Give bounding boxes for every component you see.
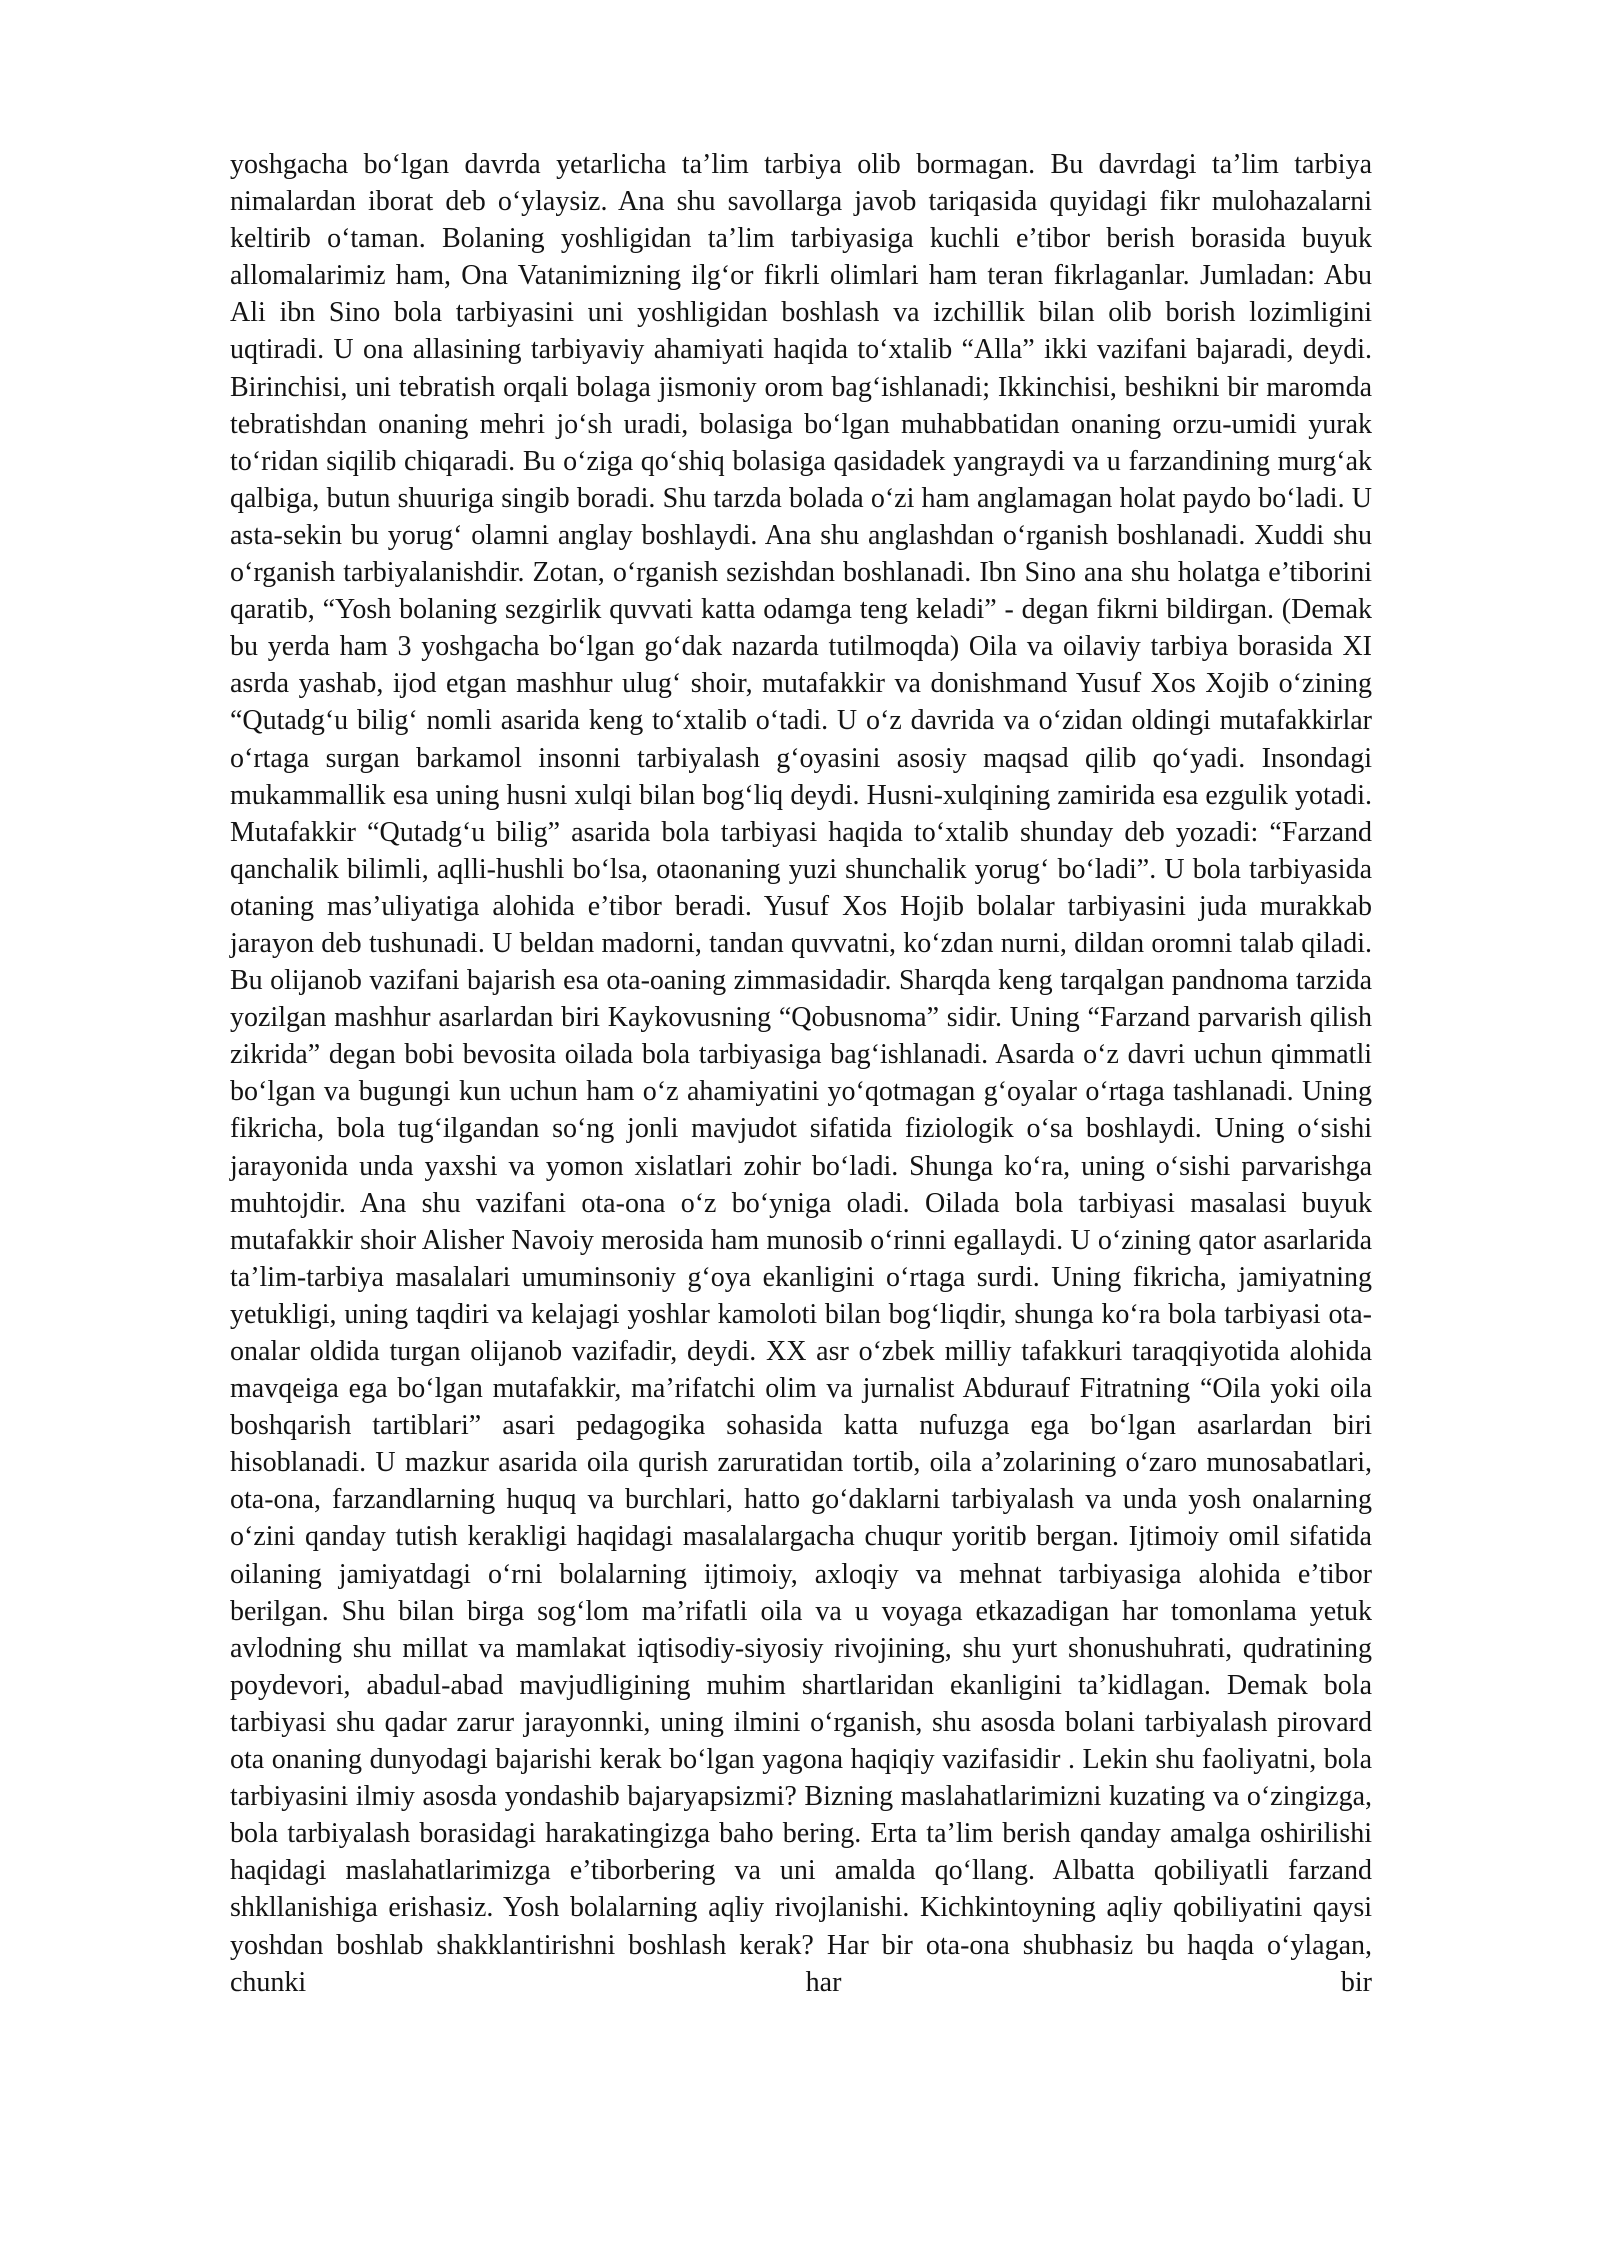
document-page	[230, 146, 1372, 2001]
body-paragraph: yoshgacha bo‘lgan davrda yetarlicha ta’lim tarbiya olib bormagan. Bu davrdagi ta’lim tarbiya nimalardan iborat deb o‘ylaysiz. Ana shu savollarga javob tariqasida quyidagi fikr mulohazalarni keltirib o‘taman. Bolaning yoshligidan ta’lim tarbiyasiga kuchli e’tibor berish borasida buyuk allomalarimiz ham, Ona Vatanimizning ilg‘or fikrli olimlari ham teran fikrlaganlar. Jumladan: Abu Ali ibn Sino bola tarbiyasini uni yoshligidan boshlash va izchillik bilan olib borish lozimligini uqtiradi. U ona allasining tarbiyaviy ahamiyati haqida to‘xtalib “Alla” ikki vazifani bajaradi, deydi. Birinchisi, uni tebratish orqali bolaga jismoniy orom bag‘ishlanadi; Ikkinchisi, beshikni bir maromda tebratishdan onaning mehri jo‘sh uradi, bolasiga bo‘lgan muhabbatidan onaning orzu-umidi yurak to‘ridan siqilib chiqaradi. Bu o‘ziga qo‘shiq bolasiga qasidadek yangraydi va u farzandining murg‘ak qalbiga, butun shuuriga singib boradi. Shu tarzda bolada o‘zi ham anglamagan holat paydo bo‘ladi. U asta-sekin bu yorug‘ olamni anglay boshlaydi. Ana shu anglashdan o‘rganish boshlanadi. Xuddi shu o‘rganish tarbiyalanishdir. Zotan, o‘rganish sezishdan boshlanadi. Ibn Sino ana shu holatga e’tiborini qaratib, “Yosh bolaning sezgirlik quvvati katta odamga teng keladi” - degan fikrni bildirgan. (Demak bu yerda ham 3 yoshgacha bo‘lgan go‘dak nazarda tutilmoqda) Oila va oilaviy tarbiya borasida XI asrda yashab, ijod etgan mashhur ulug‘ shoir, mutafakkir va donishmand Yusuf Xos Xojib o‘zining “Qutadg‘u bilig‘ nomli asarida keng to‘xtalib o‘tadi. U o‘z davrida va o‘zidan oldingi mutafakkirlar o‘rtaga surgan barkamol insonni tarbiyalash g‘oyasini asosiy maqsad qilib qo‘yadi. Insondagi mukammallik esa uning husni xulqi bilan bog‘liq deydi. Husni-xulqining zamirida esa ezgulik yotadi. Mutafakkir “Qutadg‘u bilig” asarida bola tarbiyasi haqida to‘xtalib shunday deb yozadi: “Farzand qanchalik bilimli, aqlli-hushli bo‘lsa, otaonaning yuzi shunchalik yorug‘ bo‘ladi”. U bola tarbiyasida otaning mas’uliyatiga alohida e’tibor beradi. Yusuf Xos Hojib bolalar tarbiyasini juda murakkab jarayon deb tushunadi. U beldan madorni, tandan quvvatni, ko‘zdan nurni, dildan oromni talab qiladi. Bu olijanob vazifani bajarish esa ota-oaning zimmasidadir. Sharqda keng tarqalgan pandnoma tarzida yozilgan mashhur asarlardan biri Kaykovusning “Qobusnoma” sidir. Uning “Farzand parvarish qilish zikrida” degan bobi bevosita oilada bola tarbiyasiga bag‘ishlanadi. Asarda o‘z davri uchun qimmatli bo‘lgan va bugungi kun uchun ham o‘z ahamiyatini yo‘qotmagan g‘oyalar o‘rtaga tashlanadi. Uning fikricha, bola tug‘ilgandan so‘ng jonli mavjudot sifatida fiziologik o‘sa boshlaydi. Uning o‘sishi jarayonida unda yaxshi va yomon xislatlari zohir bo‘ladi. Shunga ko‘ra, uning o‘sishi parvarishga muhtojdir. Ana shu vazifani ota-ona o‘z bo‘yniga oladi. Oilada bola tarbiyasi masalasi buyuk mutafakkir shoir Alisher Navoiy merosida ham munosib o‘rinni egallaydi. U o‘zining qator asarlarida ta’lim-tarbiya masalalari umuminsoniy g‘oya ekanligini o‘rtaga surdi. Uning fikricha, jamiyatning yetukligi, uning taqdiri va kelajagi yoshlar kamoloti bilan bog‘liqdir, shunga ko‘ra bola tarbiyasi ota-onalar oldida turgan olijanob vazifadir, deydi. XX asr o‘zbek milliy tafakkuri taraqqiyotida alohida mavqeiga ega bo‘lgan mutafakkir, ma’rifatchi olim va jurnalist Abdurauf Fitratning “Oila yoki oila boshqarish tartiblari” asari pedagogika sohasida katta nufuzga ega bo‘lgan asarlardan biri hisoblanadi. U mazkur asarida oila qurish zaruratidan tortib, oila a’zolarining o‘zaro munosabatlari, ota-ona, farzandlarning huquq va burchlari, hatto go‘daklarni tarbiyalash va unda yosh onalarning o‘zini qanday tutish kerakligi haqidagi masalalargacha chuqur yoritib bergan. Ijtimoiy omil sifatida oilaning jamiyatdagi o‘rni bolalarning ijtimoiy, axloqiy va mehnat tarbiyasiga alohida e’tibor berilgan. Shu bilan birga sog‘lom ma’rifatli oila va u voyaga etkazadigan har tomonlama yetuk avlodning shu millat va mamlakat iqtisodiy-siyosiy rivojining, shu yurt shonushuhrati, qudratining poydevori, abadul-abad mavjudligining muhim shartlaridan ekanligini ta’kidlagan. Demak bola tarbiyasi shu qadar zarur jarayonnki, uning ilmini o‘rganish, shu asosda bolani tarbiyalash pirovard ota onaning dunyodagi bajarishi kerak bo‘lgan yagona haqiqiy vazifasidir . Lekin shu faoliyatni, bola tarbiyasini ilmiy asosda yondashib bajaryapsizmi? Bizning maslahatlarimizni kuzating va o‘zingizga, bola tarbiyalash borasidagi harakatingizga baho bering. Erta ta’lim berish qanday amalga oshirilishi haqidagi maslahatlarimizga e’tiborbering va uni amalda qo‘llang. Albatta qobiliyatli farzand shkllanishiga erishasiz. Yosh bolalarning aqliy rivojlanishi. Kichkintoyning aqliy qobiliyatini qaysi yoshdan boshlab shakklantirishni boshlash kerak? Har bir ota-ona shubhasiz bu haqda o‘ylagan, chunki har bir	[230, 149, 1372, 1998]
